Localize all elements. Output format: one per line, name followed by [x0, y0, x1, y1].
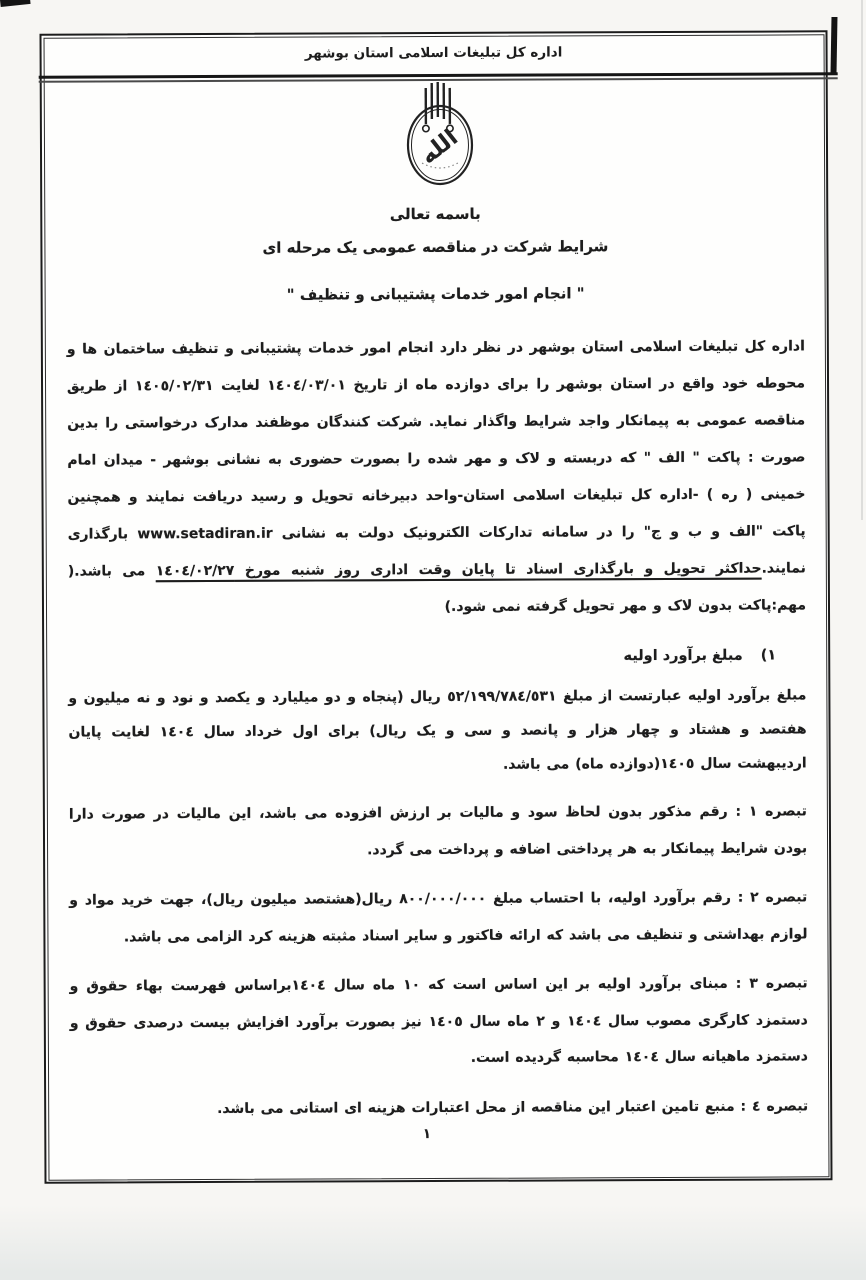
scan-bottom-shade — [0, 1205, 866, 1280]
svg-text:الله: الله — [415, 124, 464, 170]
intro-text-after: می باشد.( مهم:پاکت بدون لاک و مهر تحویل گرفته نمی شود.) — [67, 563, 807, 615]
scan-artifact-bar — [831, 17, 838, 73]
organization-emblem-icon — [385, 124, 483, 192]
note-4-paragraph: تبصره ٤ : منبع تامین اعتبار این مناقصه از محل اعتبارات هزینه ای استانی می باشد. — [217, 1097, 809, 1117]
deadline-underlined-text: حداکثر تحویل و بارگذاری اسناد تا پایان وقت اداری روز شنبه مورخ ١٤٠٤/٠٢/٢٧ — [155, 560, 762, 580]
estimate-paragraph: مبلغ برآورد اولیه عبارتست از مبلغ ٥٢/١٩٩/٧٨٤/٥٣١ ریال (پنجاه و دو میلیارد و یکصد و نود و نه میلیون و هفتصد و هشتاد و چهار هزار و پانصد و سی و یک ریال) برای اول خرداد سال ١٤٠٤ لغایت پایان اردیبهشت سال ١٤٠٥(دوازده ماه) می باشد. — [68, 687, 807, 773]
scan-artifact-corner — [0, 0, 31, 7]
section-1-title: مبلغ برآورد اولیه — [623, 647, 743, 665]
intro-paragraph — [67, 328, 806, 627]
section-1-heading — [68, 648, 776, 667]
note-1-paragraph: تبصره ١ : رقم مذکور بدون لحاظ سود و مالیات بر ارزش افزوده می باشد، این مالیات در صورت دارا بودن شرایط پیمانکار به هر پرداختی اضافه و پرداخت می گردد. — [68, 803, 808, 858]
page-number: ١ — [422, 1126, 432, 1143]
intro-text-mid: بارگذاری نمایند. — [67, 526, 806, 577]
intro-text-before: اداره کل تبلیغات اسلامی استان بوشهر در نظر دارد انجام امور خدمات پشتیبانی و تنظیف ساختمان ها و محوطه خود واقع در استان بوشهر را برای دوازده ماه از تاریخ ١٤٠٤/٠٣/٠١ لغایت ١٤٠٥/٠٢/٣١ از طریق مناقصه عمومی به پیمانکار واجد شرایط واگذار نماید. شرکت کنندگان موظفند مدارک درخواستی را بدین صورت : پاکت " الف " که دربسته و لاک و مهر شده را بصورت حضوری به نشانی بوشهر - میدان امام خمینی ( ره ) -اداره کل تبلیغات اسلامی استان-واحد دبیرخانه تحویل و رسید دریافت نمایند و همچنین پاکت "الف و ب و ج" را در سامانه تدارکات الکترونیک دولت به نشانی — [66, 338, 806, 542]
document-title: شرایط شرکت در مناقصه عمومی یک مرحله ای — [262, 237, 609, 257]
document-body — [42, 203, 830, 1127]
note-3-paragraph: تبصره ٣ : مبنای برآورد اولیه بر این اساس است که ١٠ ماه سال ١٤٠٤براساس فهرست بهاء حقوق و دستمزد کارگری مصوب سال ١٤٠٤ و ٢ ماه سال ١٤٠٥ نیز بصورت برآورد افزایش بیست درصدی حقوق و دستمزد ماهیانه سال ١٤٠٤ محاسبه گردیده است. — [69, 975, 808, 1066]
basmala-heading: باسمه تعالی — [389, 204, 481, 224]
document-frame — [39, 30, 832, 1183]
note-2-paragraph: تبصره ٢ : رقم برآورد اولیه، با احتساب مبلغ ٨٠٠/٠٠٠/٠٠٠ ریال(هشتصد میلیون ریال)، جهت خرید مواد و لوازم بهداشتی و تنظیف می باشد که ارائه فاکتور و سایر اسناد مثبته هزینه کرد الزامی می باشد. — [69, 889, 808, 945]
paper-edge-line — [861, 0, 863, 520]
logo-container — [42, 80, 826, 193]
section-1-number: ١) — [760, 647, 777, 664]
header-title: اداره کل تبلیغات اسلامی استان بوشهر — [304, 44, 563, 62]
document-subtitle: " انجام امور خدمات پشتیبانی و تنظیف " — [286, 284, 585, 304]
setadiran-url-text: www.setadiran.ir — [137, 525, 273, 543]
